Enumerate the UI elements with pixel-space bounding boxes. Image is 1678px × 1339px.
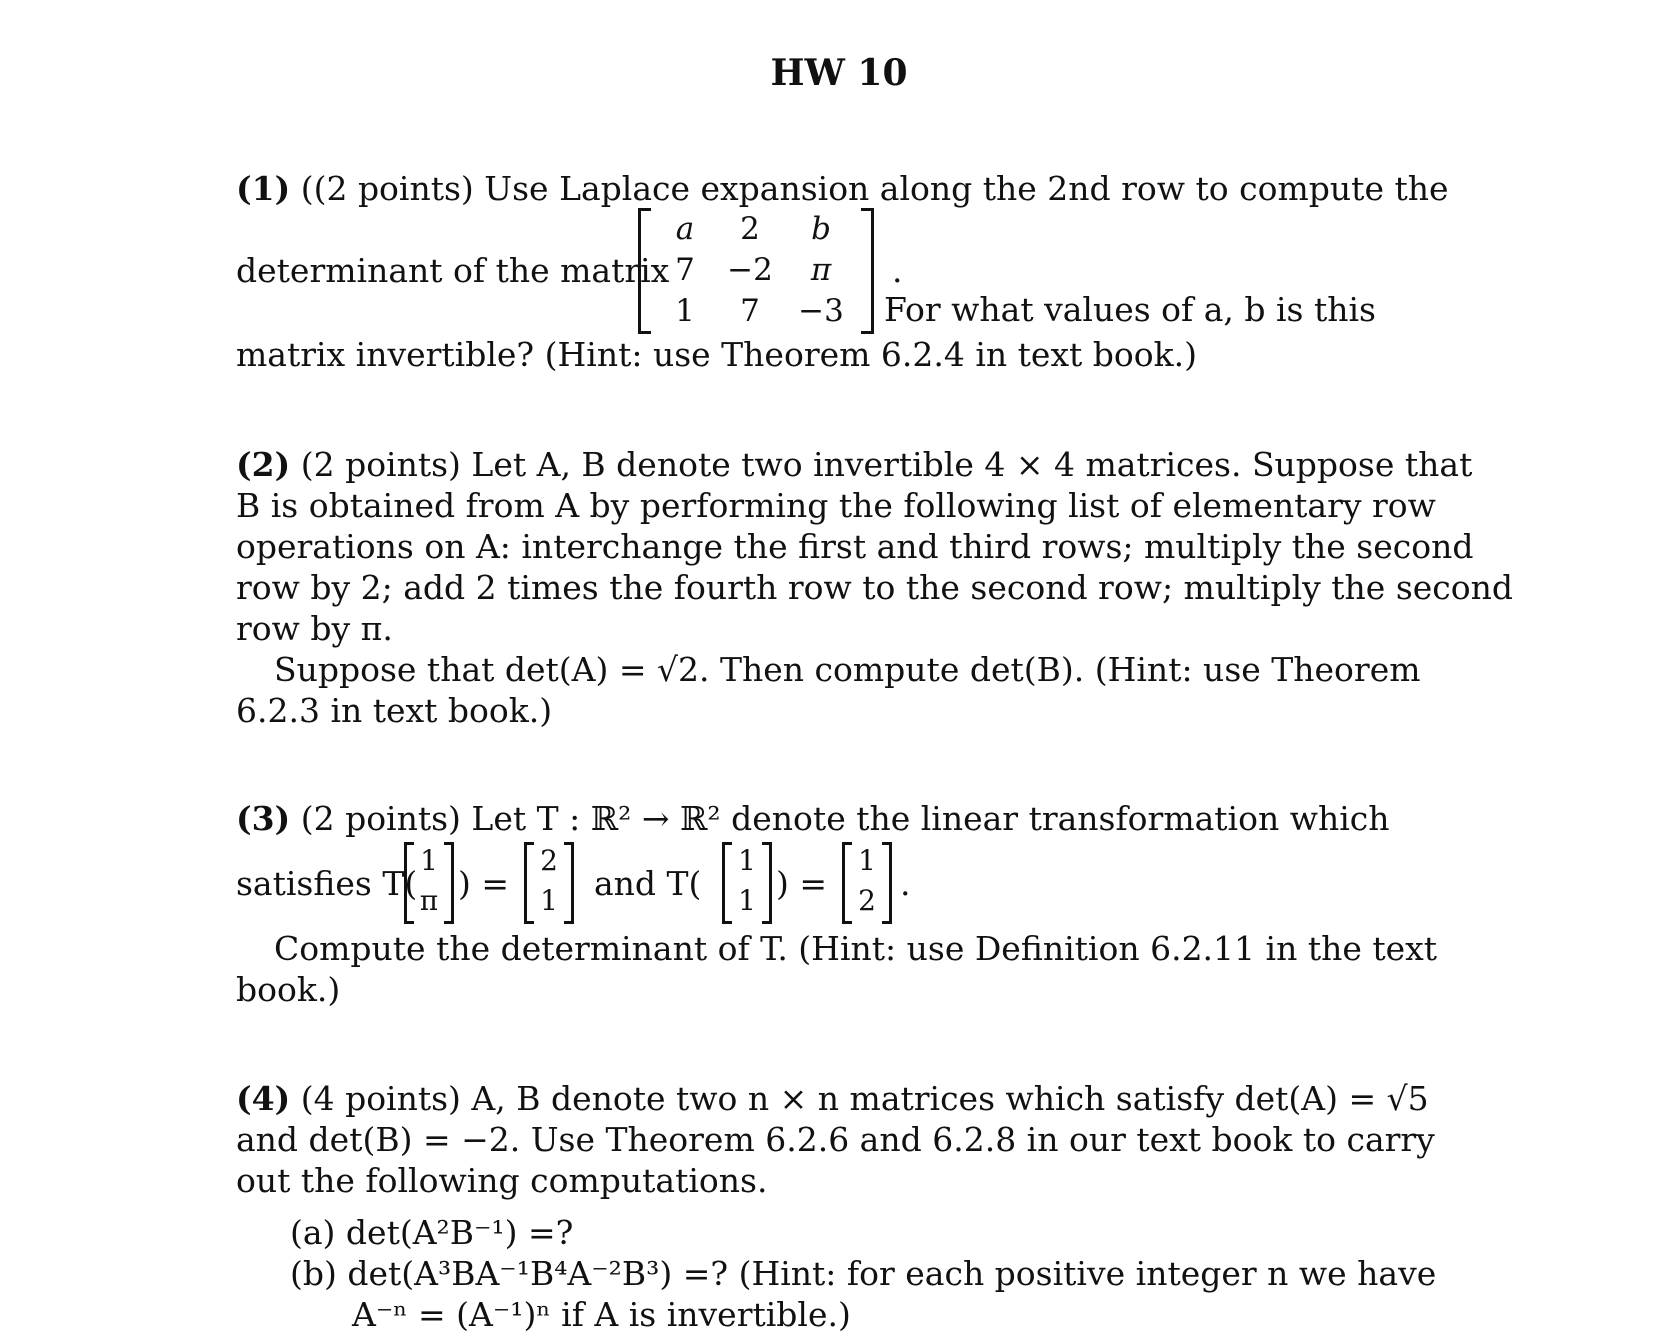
matrix-cell: π — [810, 251, 832, 288]
problem-2-line-4: row by 2; add 2 times the fourth row to the second row; multiply the second — [236, 568, 1514, 607]
problem-4-line-2: and det(B) = −2. Use Theorem 6.2.6 and 6.2.8 in our text book to carry — [236, 1120, 1435, 1159]
problem-1-line-1 — [236, 168, 1449, 209]
problem-4-label: (4) — [236, 1079, 291, 1118]
problem-1-before-matrix: determinant of the matrix — [236, 251, 670, 290]
bracket-right — [882, 842, 892, 924]
problem-4-part-b-cont: A⁻ⁿ = (A⁻¹)ⁿ if A is invertible.) — [352, 1295, 851, 1334]
vector-w2 — [842, 842, 892, 922]
problem-3-period: . — [900, 864, 911, 903]
matrix-grid — [656, 208, 856, 332]
vector-entry: π — [419, 884, 439, 917]
matrix-left-bracket — [638, 208, 651, 334]
matrix-cell: −2 — [727, 251, 773, 288]
vector-entry: 1 — [858, 844, 876, 877]
matrix-cell: b — [811, 210, 831, 247]
matrix-cell: 2 — [740, 210, 760, 247]
vector-entry: 1 — [738, 844, 756, 877]
problem-1-matrix-row — [236, 208, 1376, 332]
matrix-cell: 7 — [675, 251, 695, 288]
problem-1-after-text: For what values of a, b is this — [883, 290, 1376, 329]
satisfies-text: satisfies T( — [236, 864, 418, 903]
problem-1-text-1: ((2 points) Use Laplace expansion along the 2nd row to compute the — [300, 169, 1449, 208]
page-title: HW 10 — [770, 52, 908, 94]
problem-3-label: (3) — [236, 799, 291, 838]
matrix-3x3 — [638, 208, 874, 332]
bracket-right — [762, 842, 772, 924]
problem-1-label: (1) — [236, 169, 291, 208]
problem-1-after-matrix — [883, 251, 1376, 329]
problem-3-line-3: Compute the determinant of T. (Hint: use Definition 6.2.11 in the text — [274, 929, 1438, 968]
problem-4-text-1: (4 points) A, B denote two n × n matrices which satisfy det(A) = √5 — [300, 1079, 1429, 1118]
problem-2-line-7: 6.2.3 in text book.) — [236, 691, 553, 730]
problem-2-line-3: operations on A: interchange the first and third rows; multiply the second — [236, 527, 1474, 566]
problem-4-line-1 — [236, 1078, 1429, 1119]
problem-3-text-1: (2 points) Let T : ℝ² → ℝ² denote the linear transformation which — [300, 799, 1390, 838]
matrix-cell: 1 — [675, 292, 695, 329]
vector-entry: 1 — [738, 884, 756, 917]
vector-entry: 2 — [540, 844, 558, 877]
problem-2-text-1: (2 points) Let A, B denote two invertible 4 × 4 matrices. Suppose that — [300, 445, 1473, 484]
vector-entry: 1 — [540, 884, 558, 917]
bracket-right — [564, 842, 574, 924]
problem-2-label: (2) — [236, 445, 291, 484]
problem-3-line-1 — [236, 798, 1390, 839]
problem-2-line-2: B is obtained from A by performing the following list of elementary row — [236, 486, 1436, 525]
vector-v2 — [722, 842, 772, 922]
problem-4-part-b: (b) det(A³BA⁻¹B⁴A⁻²B³) =? (Hint: for each positive integer n we have — [290, 1254, 1437, 1293]
problem-4-line-3: out the following computations. — [236, 1161, 768, 1200]
problem-1-line-3: matrix invertible? (Hint: use Theorem 6.2.4 in text book.) — [236, 335, 1198, 374]
problem-2-line-6: Suppose that det(A) = √2. Then compute det(B). (Hint: use Theorem — [274, 650, 1421, 689]
problem-3-vector-row — [236, 842, 1376, 926]
problem-4-part-a: (a) det(A²B⁻¹) =? — [290, 1213, 574, 1252]
vector-w1 — [524, 842, 574, 922]
problem-2-line-1 — [236, 444, 1473, 485]
problem-2-line-5: row by π. — [236, 609, 393, 648]
matrix-right-bracket — [861, 208, 874, 334]
equals-1: ) = — [458, 864, 510, 903]
bracket-right — [444, 842, 454, 924]
matrix-cell: 7 — [740, 292, 760, 329]
matrix-cell: −3 — [798, 292, 844, 329]
vector-entry: 2 — [858, 884, 876, 917]
vector-entry: 1 — [420, 844, 438, 877]
equals-2: ) = — [776, 864, 828, 903]
and-text: and T( — [594, 864, 702, 903]
matrix-cell: a — [675, 210, 695, 247]
problem-3-line-4: book.) — [236, 970, 341, 1009]
vector-v1 — [404, 842, 454, 922]
problem-1-period: . — [892, 251, 903, 290]
